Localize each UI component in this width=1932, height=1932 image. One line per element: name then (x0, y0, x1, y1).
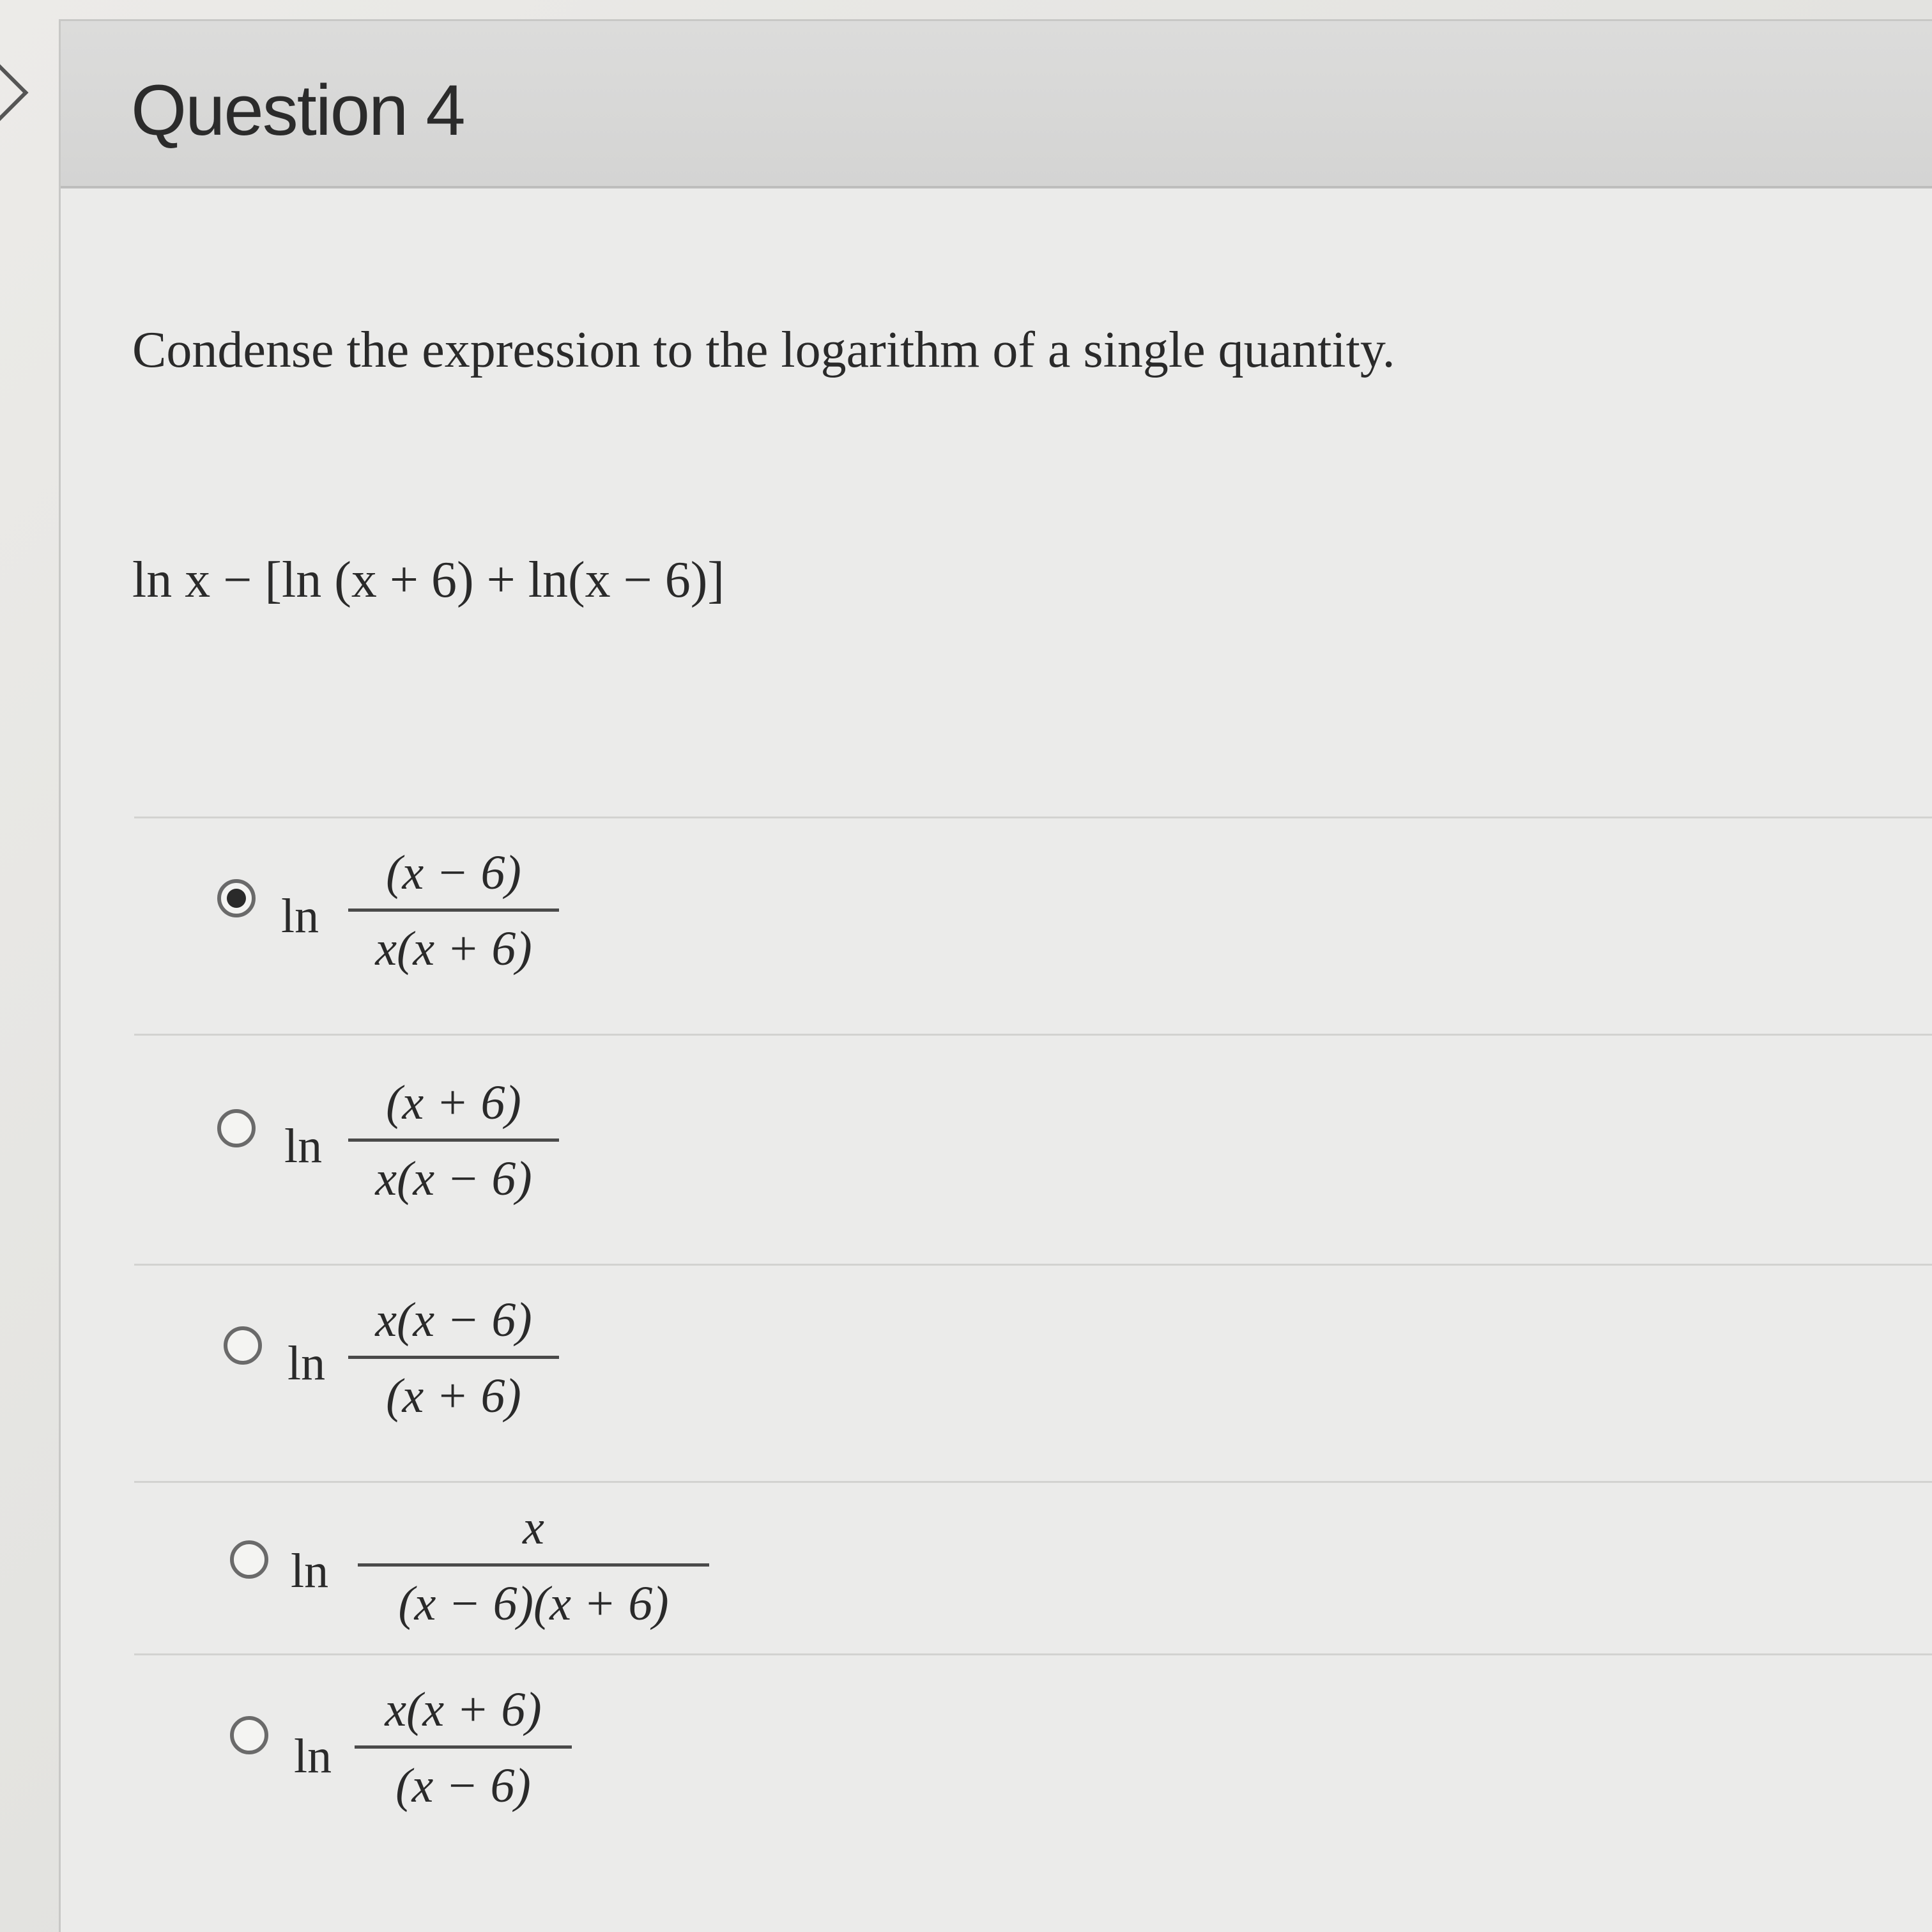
numerator: (x − 6) (386, 846, 521, 900)
radio-unselected-icon[interactable] (230, 1716, 268, 1754)
denominator: (x − 6)(x + 6) (398, 1577, 669, 1630)
denominator: (x − 6) (395, 1759, 531, 1813)
answer-option-3[interactable] (134, 1264, 1932, 1481)
question-header (61, 21, 1932, 188)
fraction (358, 1496, 709, 1636)
answer-option-2[interactable] (134, 1034, 1932, 1264)
fraction-bar (348, 1356, 559, 1359)
denominator: x(x − 6) (375, 1152, 532, 1206)
radio-unselected-icon[interactable] (230, 1540, 268, 1579)
question-prompt: Condense the expression to the logarithm of a single quantity. (132, 322, 1395, 378)
radio-selected-icon[interactable] (217, 879, 256, 917)
answer-option-1[interactable] (134, 816, 1932, 1034)
given-expression: ln x − [ln (x + 6) + ln(x − 6)] (132, 552, 724, 608)
numerator: x (523, 1501, 544, 1554)
fraction (348, 1071, 559, 1211)
ln-prefix: ln (294, 1729, 332, 1783)
ln-prefix: ln (284, 1119, 323, 1173)
fraction-bar (348, 1138, 559, 1142)
numerator: x(x + 6) (385, 1683, 542, 1736)
chevron-right-icon[interactable] (0, 61, 28, 125)
question-title: Question 4 (131, 70, 464, 150)
ln-prefix: ln (281, 889, 319, 943)
answer-option-4[interactable] (134, 1481, 1932, 1653)
fraction-bar (355, 1745, 572, 1749)
denominator: x(x + 6) (375, 922, 532, 976)
radio-unselected-icon[interactable] (224, 1326, 262, 1365)
question-card (59, 19, 1932, 1932)
fraction (355, 1678, 572, 1818)
denominator: (x + 6) (386, 1369, 521, 1423)
fraction-bar (358, 1563, 709, 1567)
fraction-bar (348, 908, 559, 912)
answer-option-5[interactable] (134, 1653, 1932, 1864)
radio-unselected-icon[interactable] (217, 1109, 256, 1147)
ln-prefix: ln (291, 1544, 329, 1598)
numerator: x(x − 6) (375, 1293, 532, 1347)
fraction (348, 1288, 559, 1428)
numerator: (x + 6) (386, 1076, 521, 1130)
ln-prefix: ln (288, 1337, 326, 1390)
fraction (348, 841, 559, 981)
